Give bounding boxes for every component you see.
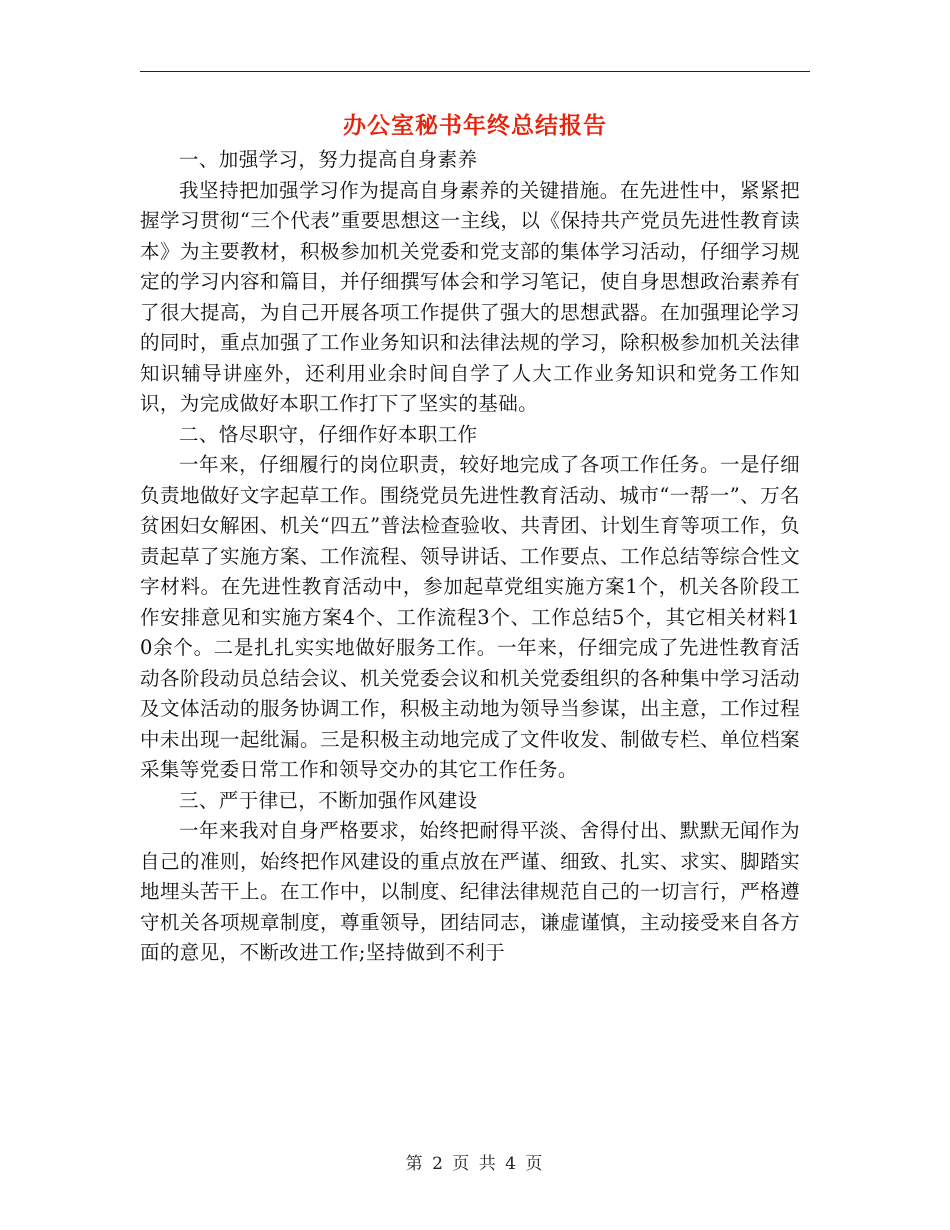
- section-paragraph-2: 一年来，仔细履行的岗位职责，较好地完成了各项工作任务。一是仔细负责地做好文字起草工作。围绕党员先进性教育活动、城市“一帮一”、万名贫困妇女解困、机关“四五”普法检查验收、共青团、计划生育等项工作，负责起草了实施方案、工作流程、领导讲话、工作要点、工作总结等综合性文字材料。在先进性教育活动中，参加起草党组实施方案1个，机关各阶段工作安排意见和实施方案4个、工作流程3个、工作总结5个，其它相关材料10余个。二是扎扎实实地做好服务工作。一年来，仔细完成了先进性教育活动各阶段动员总结会议、机关党委会议和机关党委组织的各种集中学习活动及文体活动的服务协调工作，积极主动地为领导当参谋，出主意，工作过程中未出现一起纰漏。三是积极主动地完成了文件收发、制做专栏、单位档案采集等党委日常工作和领导交办的其它工作任务。: [140, 453, 800, 781]
- section-paragraph-1: 我坚持把加强学习作为提高自身素养的关键措施。在先进性中，紧紧把握学习贯彻“三个代表”重要思想这一主线，以《保持共产党员先进性教育读本》为主要教材，积极参加机关党委和党支部的集体学习活动，仔细学习规定的学习内容和篇目，并仔细撰写体会和学习笔记，使自身思想政治素养有了很大提高，为自己开展各项工作提供了强大的思想武器。在加强理论学习的同时，重点加强了工作业务知识和法律法规的学习，除积极参加机关法律知识辅导讲座外，还利用业余时间自学了人大工作业务知识和党务工作知识，为完成做好本职工作打下了坚实的基础。: [140, 178, 800, 415]
- header-rule: [140, 71, 810, 72]
- document-body: [140, 145, 800, 969]
- section-heading-1: 一、加强学习，努力提高自身素养: [179, 148, 478, 171]
- section-heading-3: 三、严于律已，不断加强作风建设: [179, 788, 478, 812]
- section-paragraph-3: 一年来我对自身严格要求，始终把耐得平淡、舍得付出、默默无闻作为自己的准则，始终把作风建设的重点放在严谨、细致、扎实、求实、脚踏实地埋头苦干上。在工作中，以制度、纪律法律规范自己的一切言行，严格遵守机关各项规章制度，尊重领导，团结同志，谦虚谨慎，主动接受来自各方面的意见，不断改进工作;坚持做到不利于: [140, 819, 800, 964]
- document-title: 办公室秘书年终总结报告: [343, 112, 607, 139]
- page-number: 第 2 页 共 4 页: [405, 1154, 545, 1174]
- section-heading-2: 二、恪尽职守，仔细作好本职工作: [179, 422, 478, 446]
